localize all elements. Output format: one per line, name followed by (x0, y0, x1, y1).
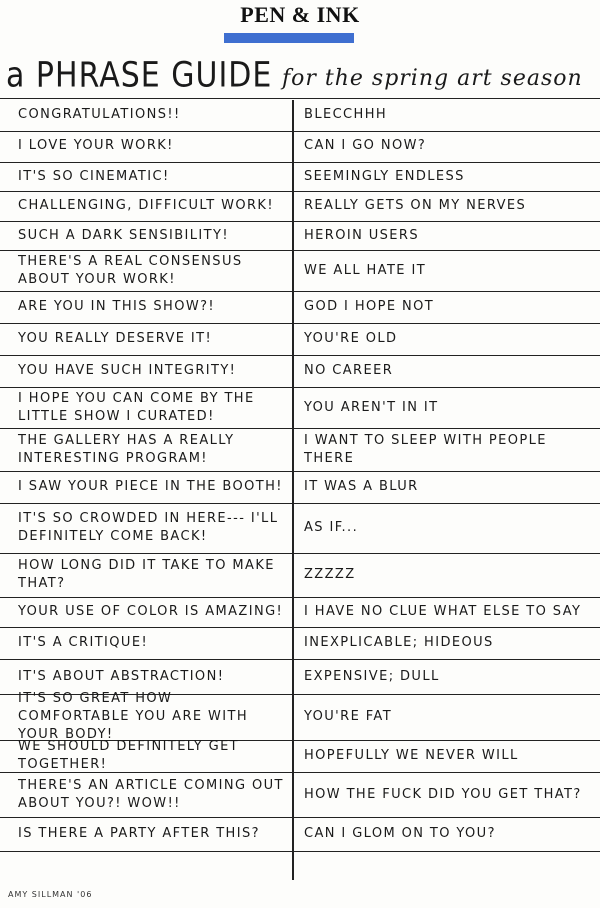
phrase-meant: REALLY GETS ON MY NERVES (304, 198, 527, 213)
phrase-row (0, 817, 600, 852)
masthead (0, 0, 600, 48)
phrase-row (0, 221, 600, 251)
phrase-row (0, 691, 600, 742)
phrase-meant: AS IF... (304, 520, 359, 535)
phrase-row (0, 597, 600, 628)
phrase-meant: I HAVE NO CLUE WHAT ELSE TO SAY (304, 604, 582, 619)
phrase-row (0, 323, 600, 356)
phrase-meant: NO CAREER (304, 363, 394, 378)
phrase-said: IT'S SO CROWDED IN HERE--- I'LL DEFINITELY COME BACK! (18, 511, 279, 544)
phrase-said: IT'S SO GREAT HOW COMFORTABLE YOU ARE WITH YOUR BODY! (18, 691, 249, 742)
phrase-row (0, 471, 600, 504)
phrase-meant: YOU'RE FAT (304, 709, 393, 724)
phrase-meant: CAN I GLOM ON TO YOU? (304, 826, 496, 841)
phrase-said: ARE YOU IN THIS SHOW?! (18, 299, 216, 314)
phrase-meant: GOD I HOPE NOT (304, 299, 435, 314)
phrase-said: CHALLENGING, DIFFICULT WORK! (18, 198, 274, 213)
phrase-meant: HOPEFULLY WE NEVER WILL (304, 748, 519, 763)
phrase-row (0, 387, 600, 429)
phrase-said: I SAW YOUR PIECE IN THE BOOTH! (18, 479, 283, 494)
phrase-said: I HOPE YOU CAN COME BY THE LITTLE SHOW I CURATED! (18, 390, 255, 424)
phrase-meant: WE ALL HATE IT (304, 262, 427, 278)
phrase-said: THERE'S A REAL CONSENSUS ABOUT YOUR WORK! (18, 253, 243, 287)
phrase-meant: INEXPLICABLE; HIDEOUS (304, 635, 494, 650)
phrase-said: HOW LONG DID IT TAKE TO MAKE THAT? (18, 558, 275, 591)
phrase-row (0, 553, 600, 598)
phrase-meant: EXPENSIVE; DULL (304, 668, 440, 684)
phrase-row (0, 191, 600, 222)
phrase-row (0, 250, 600, 292)
headline-main: a PHRASE GUIDE (6, 55, 273, 96)
artist-signature: AMY SILLMAN '06 (8, 890, 93, 899)
phrase-meant: HOW THE FUCK DID YOU GET THAT? (304, 786, 582, 802)
phrase-said: SUCH A DARK SENSIBILITY! (18, 227, 229, 243)
phrase-said: IT'S A CRITIQUE! (18, 635, 149, 650)
phrase-row (0, 740, 600, 773)
phrase-meant: IT WAS A BLUR (304, 479, 419, 494)
phrase-row (0, 772, 600, 818)
masthead-accent-bar (224, 33, 354, 43)
phrase-said: YOU REALLY DESERVE IT! (18, 331, 213, 346)
phrase-said: THE GALLERY HAS A REALLY INTERESTING PROGRAM! (18, 432, 235, 466)
phrase-said: YOU HAVE SUCH INTEGRITY! (18, 363, 237, 378)
phrase-row (0, 627, 600, 660)
phrase-said: IT'S ABOUT ABSTRACTION! (18, 668, 225, 684)
phrase-row (0, 162, 600, 192)
phrase-row (0, 98, 600, 132)
phrase-said: I LOVE YOUR WORK! (18, 138, 174, 153)
phrase-said: THERE'S AN ARTICLE COMING OUT ABOUT YOU?! WOW!! (18, 777, 284, 811)
masthead-title: PEN & INK (240, 2, 360, 27)
phrase-row (0, 503, 600, 554)
phrase-meant: YOU AREN'T IN IT (304, 399, 439, 415)
phrase-meant: YOU'RE OLD (304, 331, 398, 346)
phrase-meant: CAN I GO NOW? (304, 138, 427, 153)
phrase-meant: HEROIN USERS (304, 227, 420, 243)
phrase-meant: BLECCHHH (304, 107, 388, 122)
phrase-meant: ZZZZZ (304, 567, 356, 582)
phrase-meant: I WANT TO SLEEP WITH PEOPLE THERE (304, 432, 547, 466)
phrase-row (0, 355, 600, 388)
phrase-row (0, 428, 600, 472)
phrase-said: CONGRATULATIONS!! (18, 107, 181, 122)
headline (0, 50, 600, 100)
headline-sub: for the spring art season (282, 66, 583, 91)
phrase-meant: SEEMINGLY ENDLESS (304, 168, 465, 184)
phrase-said: YOUR USE OF COLOR IS AMAZING! (18, 604, 284, 619)
phrase-said: WE SHOULD DEFINITELY GET TOGETHER! (18, 739, 240, 772)
phrase-table (0, 98, 600, 882)
phrase-said: IT'S SO CINEMATIC! (18, 168, 170, 184)
phrase-row (0, 130, 600, 163)
phrase-row (0, 291, 600, 324)
phrase-said: IS THERE A PARTY AFTER THIS? (18, 826, 260, 841)
